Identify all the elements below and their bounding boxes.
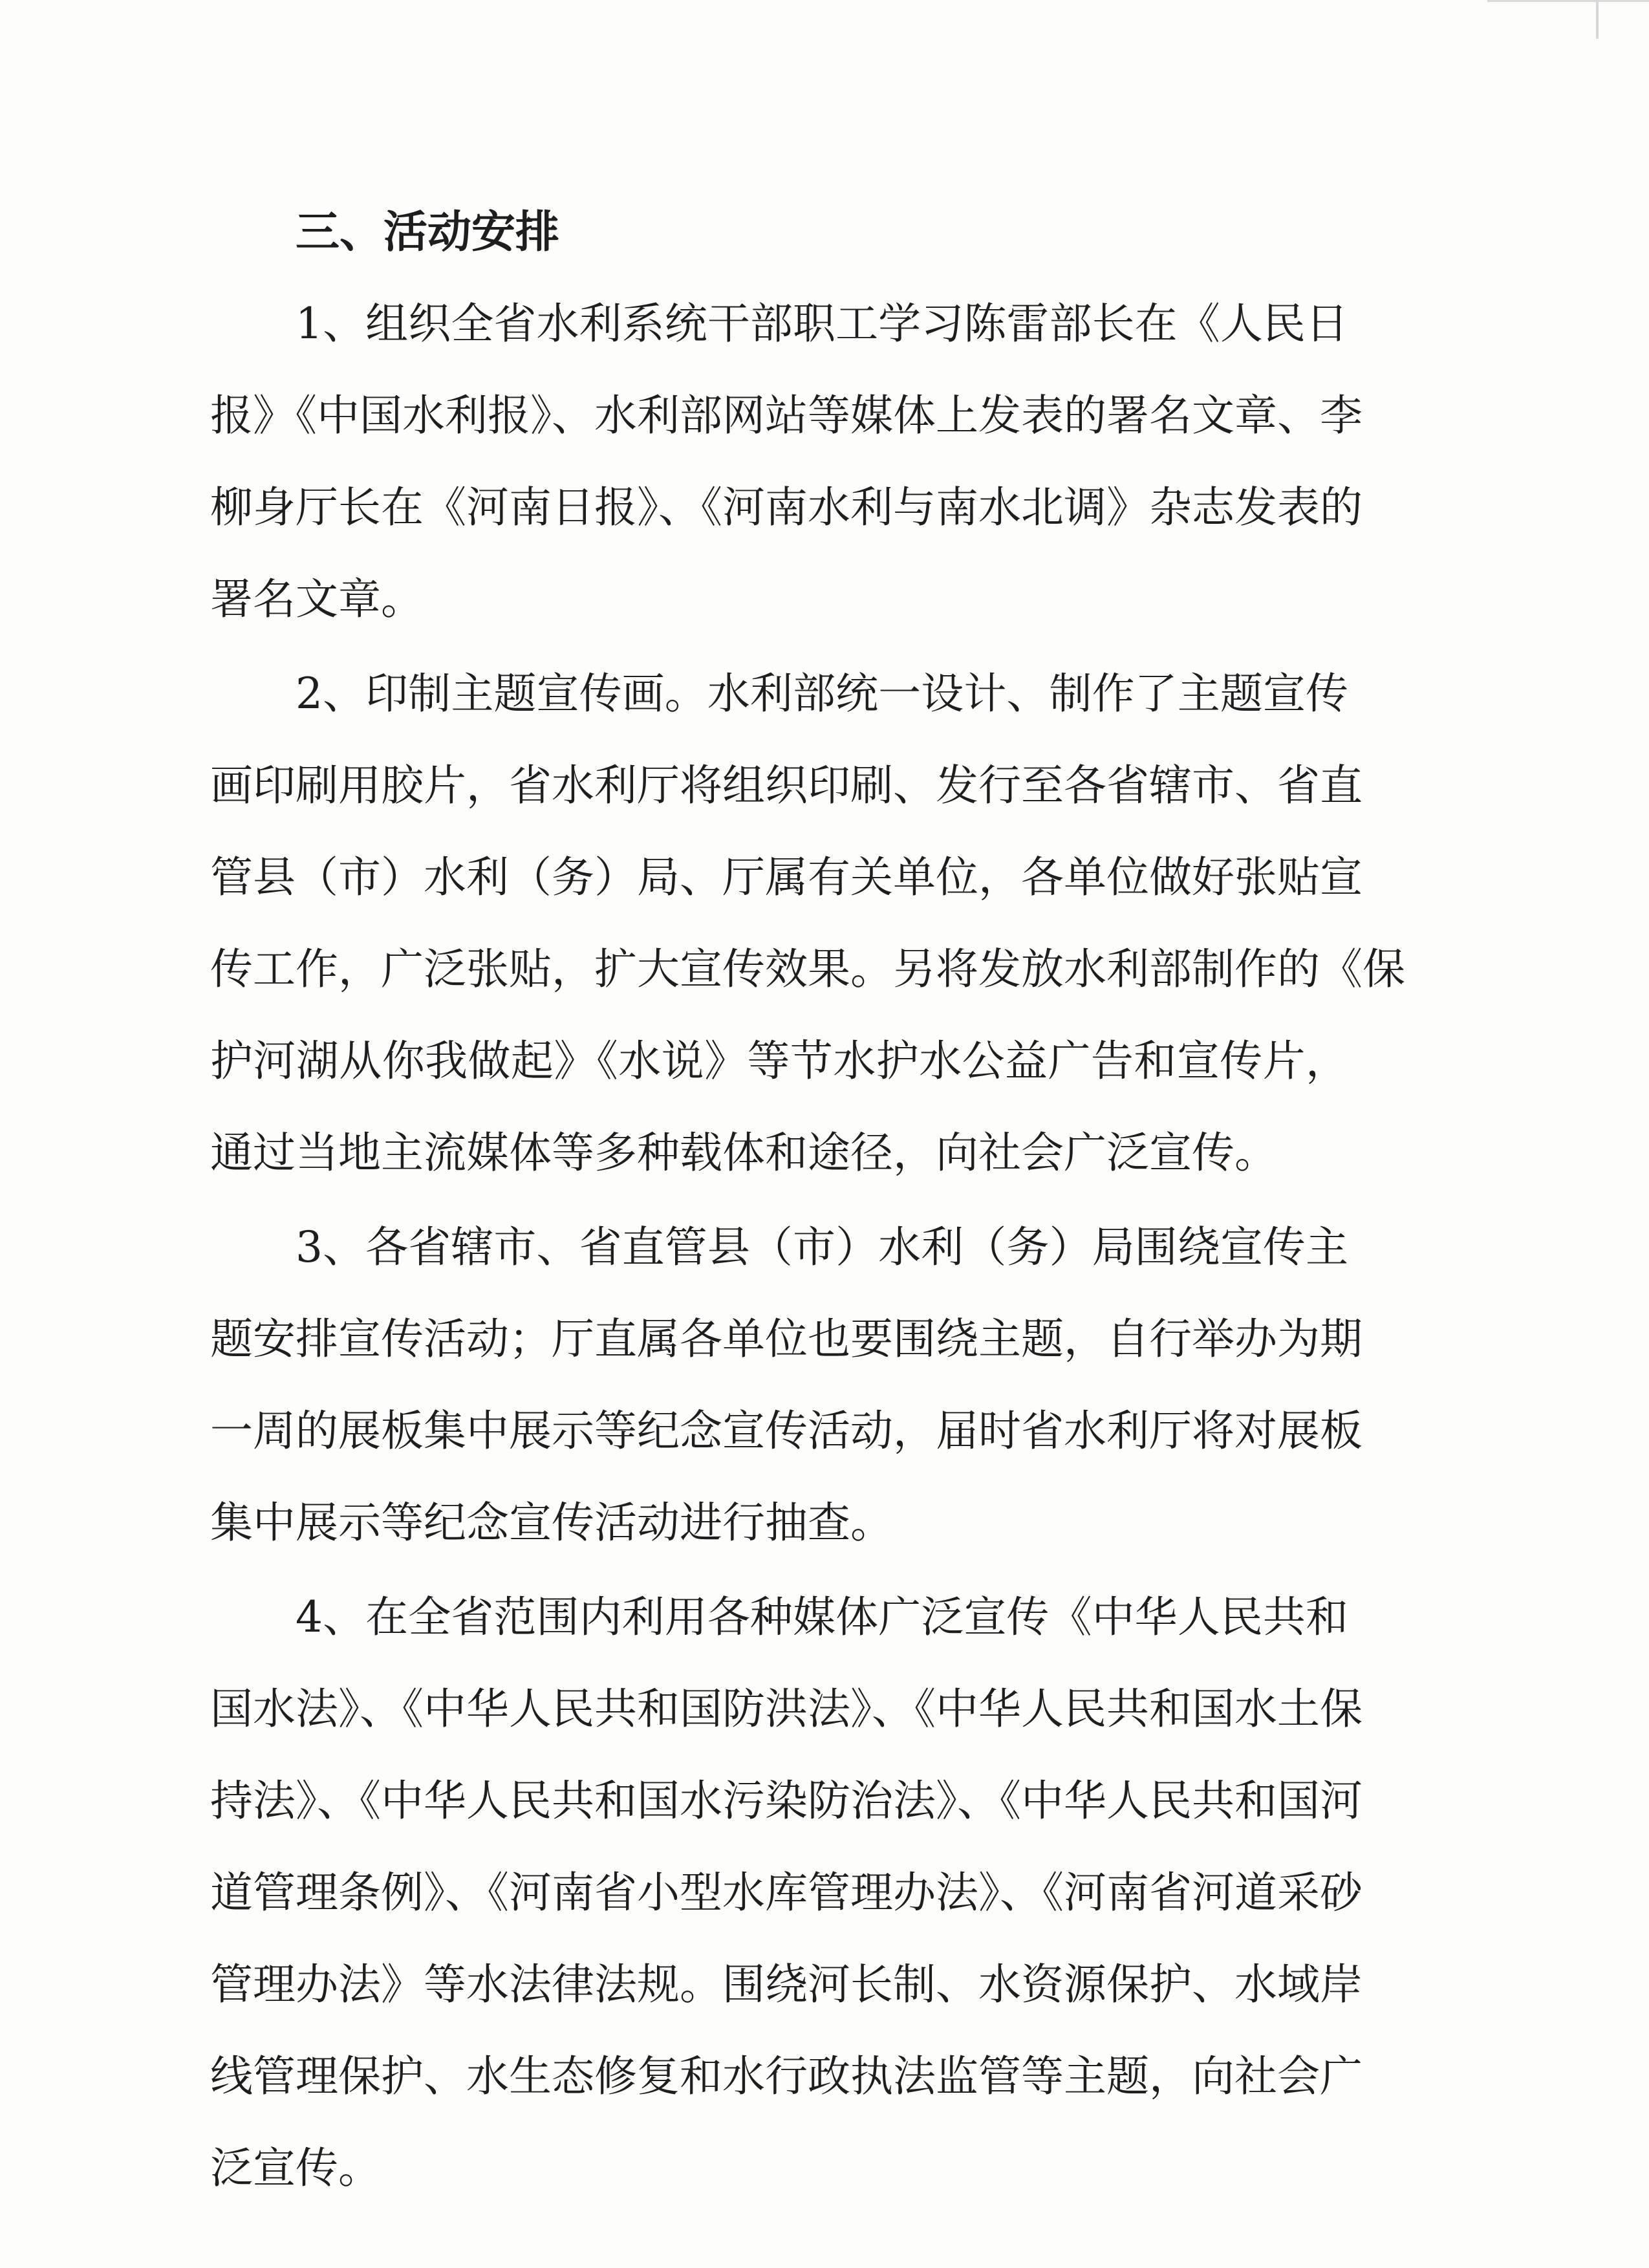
paragraph-line: 1、组织全省水利系统干部职工学习陈雷部长在《人民日 [296,299,1348,349]
paragraph-line: 国水法》、《中华人民共和国防洪法》、《中华人民共和国水土保 [210,1684,1363,1734]
scan-edge-top [1487,0,1649,2]
paragraph-line: 题安排宣传活动；厅直属各单位也要围绕主题，自行举办为期 [210,1314,1363,1364]
paragraph-line: 画印刷用胶片，省水利厅将组织印刷、发行至各省辖市、省直 [210,761,1363,810]
paragraph-line: 管县（市）水利（务）局、厅属有关单位，各单位做好张贴宣 [210,852,1363,902]
paragraph-line: 柳身厅长在《河南日报》、《河南水利与南水北调》杂志发表的 [210,482,1363,532]
paragraph-line: 护河湖从你我做起》《水说》等节水护水公益广告和宣传片， [210,1036,1348,1086]
paragraph-4 [210,1571,1363,2214]
paragraph-3 [210,1202,1363,1569]
document-body [210,194,1405,2217]
paragraph-line: 通过当地主流媒体等多种载体和途径，向社会广泛宣传。 [210,1128,1277,1178]
paragraph-2 [210,648,1405,1199]
scan-edge-right [1596,0,1599,39]
paragraph-line: 4、在全省范围内利用各种媒体广泛宣传《中华人民共和 [296,1592,1348,1642]
paragraph-line: 泛宣传。 [210,2143,381,2193]
paragraph-line: 持法》、《中华人民共和国水污染防治法》、《中华人民共和国河 [210,1776,1363,1826]
paragraph-line: 道管理条例》、《河南省小型水库管理办法》、《河南省河道采砂 [210,1868,1363,1917]
paragraph-line: 集中展示等纪念宣传活动进行抽查。 [210,1498,893,1548]
paragraph-line: 2、印制主题宣传画。水利部统一设计、制作了主题宣传 [296,669,1348,718]
paragraph-line: 署名文章。 [210,574,424,624]
paragraph-1 [210,278,1363,645]
paragraph-line: 传工作，广泛张贴，扩大宣传效果。另将发放水利部制作的《保 [210,944,1405,994]
section-heading: 三、活动安排 [296,207,560,258]
paragraph-line: 管理办法》等水法律法规。围绕河长制、水资源保护、水域岸 [210,1960,1363,2009]
paragraph-line: 3、各省辖市、省直管县（市）水利（务）局围绕宣传主 [296,1222,1348,1272]
paragraph-line: 一周的展板集中展示等纪念宣传活动，届时省水利厅将对展板 [210,1406,1363,1456]
paragraph-line: 线管理保护、水生态修复和水行政执法监管等主题，向社会广 [210,2051,1363,2101]
paragraph-line: 报》《中国水利报》、水利部网站等媒体上发表的署名文章、李 [210,391,1363,440]
